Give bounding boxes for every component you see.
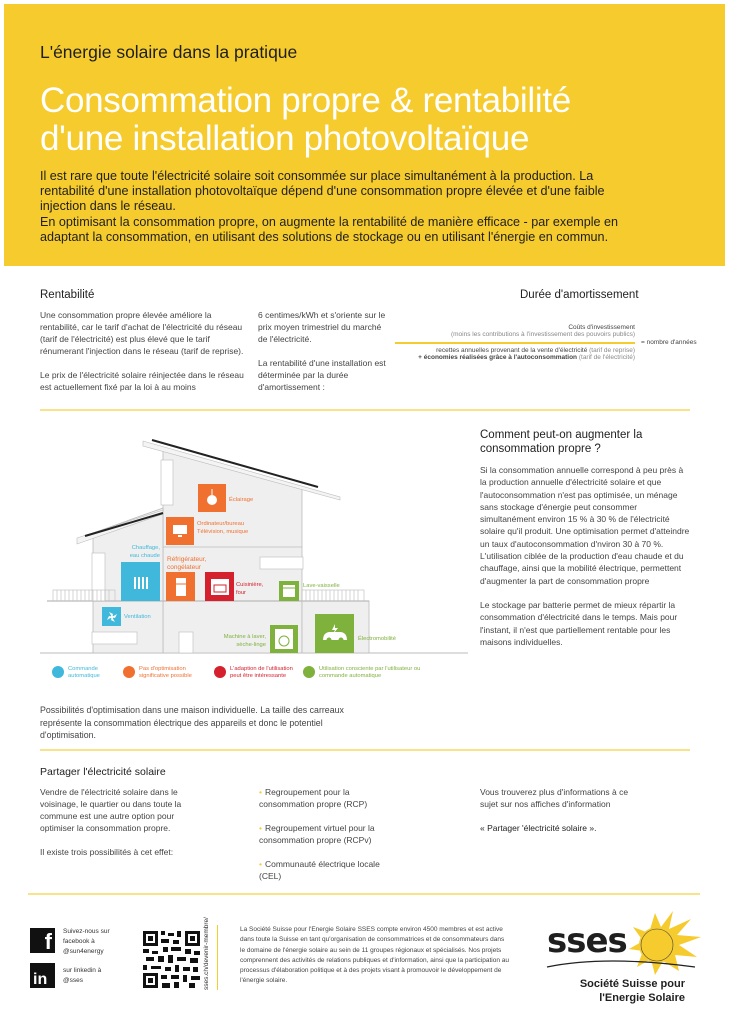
dishwasher-icon (283, 585, 295, 597)
partager-heading: Partager l'électricité solaire (40, 766, 166, 778)
linkedin-text: sur linkedin à @sses (63, 967, 102, 984)
oven-icon (211, 579, 229, 595)
intro-paragraph: En optimisant la consommation propre, on augmente la rentabilité de manière efficace - par exemple en adaptant la consommation, en utilisant des solutions de stockage ou en utilisant l'énergie en commun. (40, 214, 619, 244)
denominator-1-note: (tarif de reprise) (589, 347, 635, 354)
fridge-icon (176, 578, 186, 596)
paragraph: Si la consommation annuelle correspond à peu près à la production annuelle d'électricité solaire et que l'autoconsommation n'est pas optimisée, un ménage sans stockage d'énergie peut consommer simultanément environ 15 % à 30 % de l'électricité solaire qu'il produit. Une optimisation permet d'atteindre un taux d'autoconsommation d'nviron 30 à 70 %. L'utilisation ciblée de la production d'eau chaude et du chauffage, ainsi que la mobilité électrique, permettent d'augmenter la part de consommation propre (480, 465, 690, 586)
bullet-item: • Regroupement virtuel pour la consommation propre (RCPv) (259, 822, 399, 846)
facebook-text: Suivez-nous sur facebook à @sun4energy (63, 928, 110, 955)
page-title (40, 82, 571, 158)
label-ventilation: Ventilation (124, 614, 151, 620)
title-line-2: d'une installation photovoltaïque (40, 119, 530, 158)
legend-item-red: L'adaption de l'utilisation peut être intéressante (214, 666, 293, 680)
kicker: L'énergie solaire dans la pratique (40, 42, 298, 62)
lighting-tile (198, 484, 226, 512)
title-line-1: Consommation propre & rentabilité (40, 81, 571, 120)
paragraph: Une consommation propre élevée améliore la rentabilité, car le tarif d'achat de l'électricité du réseau (tarif de l'électricité) est plus élevé que le tarif rénumerant l'injection dans le réseau (tarif de reprise). (40, 310, 244, 356)
legend-item-green: Utilisation consciente par l'utilisateur ou commande automatique (303, 666, 420, 680)
logo-tagline: Société Suisse pour l'Energie Solaire (579, 978, 685, 1004)
numerator-note: (moins les contributions à l'investissement des pouvoirs publics) (450, 331, 635, 338)
paragraph: Le prix de l'électricité solaire réinjectée dans le réseau est actuellement fixé par la loi à au moins (40, 370, 244, 392)
house-caption: Possibilités d'optimisation dans une maison individuelle. La taille des carreaux représente la consommation électrique des appareils et donc le potentiel d'optimisation. (40, 705, 344, 740)
radiator-icon (134, 575, 148, 589)
divider (40, 749, 690, 751)
divider (217, 925, 218, 990)
ventilation-tile (102, 607, 121, 626)
augmenter-heading: Comment peut-on augmenter la consommation propre ? (480, 429, 643, 455)
e-mobility-tile (315, 614, 354, 653)
amortissement-heading: Durée d'amortissement (520, 289, 639, 301)
paragraph: 6 centimes/kWh et s'oriente sur le prix moyen trimestriel du marché de l'électricité. (258, 310, 386, 344)
partager-col3 (480, 786, 640, 834)
bullet-item: • Regroupement pour la consommation propre (RCP) (259, 786, 399, 810)
dishwasher-tile (279, 581, 299, 601)
divider (40, 409, 690, 411)
label-machine-laver: Machine à laver, sèche-linge (223, 634, 266, 648)
denominator-1: recettes annuelles provenant de la vente d'électricité (436, 347, 588, 354)
fridge-tile (166, 572, 195, 601)
house-illustration (0, 420, 470, 660)
stove-tile (205, 572, 234, 601)
augmenter-text (480, 464, 690, 648)
fraction-line (395, 339, 697, 346)
qr-code[interactable] (143, 931, 200, 988)
intro-text (40, 169, 620, 245)
about-text: La Société Suisse pour l'Energie Solaire SSES compte environ 4500 membres et est active dans toute la Suisse en tant qu'organisation de consommatrices et de consommateurs dans le domaine de l'énergie solaire au sein de 11 groupes régionaux et spécialisés. Nos projets comprennent des activités de relations publiques et d'information, ainsi que la participation au processus d'élaboration politique et à des projets visant à promouvoir le développement de l'énergie solaire. (240, 926, 509, 985)
rentabilite-col1 (40, 309, 245, 393)
logo-wordmark: sses (547, 921, 627, 961)
monitor-icon (172, 524, 188, 538)
red-dot-icon (214, 666, 226, 678)
label-electromobilite: Électromobilité (358, 636, 397, 642)
paragraph: La rentabilité d'une installation est déterminée par la durée d'amortissement : (258, 358, 386, 392)
rentabilite-col2 (258, 309, 393, 393)
paragraph: Vous trouverez plus d'informations à ce sujet sur nos affiches d'information (480, 787, 629, 809)
label-refrigerateur: Réfrigérateur, congélateur (167, 556, 207, 571)
sses-logo[interactable] (545, 905, 705, 1005)
lightbulb-icon (205, 489, 219, 507)
label-cuisiniere: Cuisinière, four (236, 582, 264, 596)
paragraph: Il existe trois possibilités à cet effet: (40, 847, 174, 857)
green-dot-icon (303, 666, 315, 678)
amortissement-formula (395, 324, 705, 361)
partager-bullets (259, 786, 399, 882)
header-banner (4, 4, 725, 266)
equals-label: = nombre d'années (641, 339, 697, 346)
heating-tile (121, 562, 160, 601)
divider (28, 893, 700, 895)
poster-link[interactable]: « Partager 'électricité solaire ». (480, 823, 597, 833)
blue-dot-icon (52, 666, 64, 678)
label-eclairage: Éclairage (229, 497, 254, 503)
label-lave-vaisselle: Lave-vaisselle (303, 583, 340, 589)
legend-item-orange: Pas d'optimisation significative possible (123, 666, 192, 680)
numerator: Coûts d'investissement (568, 324, 635, 331)
bullet-item: • Communauté électrique locale (CEL) (259, 858, 399, 882)
paragraph: Le stockage par batterie permet de mieux répartir la consommation d'électricité dans le temps. Mais pour l'instant, il n'est que partiellement rentable pour les maisons individuelles. (480, 599, 678, 647)
denominator-2: + économies réalisées grâce à l'autoconsommation (418, 354, 578, 361)
denominator-2-note: (tarif de l'électricité) (578, 354, 635, 361)
linkedin-icon[interactable]: in (30, 963, 55, 988)
electric-car-icon (321, 624, 349, 644)
computer-tile (166, 517, 194, 545)
partager-col1 (40, 786, 200, 858)
orange-dot-icon (123, 666, 135, 678)
fan-icon (106, 611, 118, 623)
intro-paragraph: Il est rare que toute l'électricité solaire soit consommée sur place simultanément à la production. La rentabilité d'une installation photovoltaïque dépend d'une consommation propre élevée et d'une faible injection dans le réseau. (40, 169, 605, 214)
washing-machine-icon (275, 629, 293, 649)
label-chauffage: Chauffage, eau chaude (129, 545, 160, 559)
rentabilite-heading: Rentabilité (40, 289, 95, 301)
facebook-icon[interactable]: f (30, 928, 55, 953)
washing-machine-tile (270, 625, 298, 653)
qr-url[interactable]: sses.ch/devenir-membre/ (203, 917, 210, 990)
paragraph: Vendre de l'électricité solaire dans le voisinage, le quartier ou dans toute la commune est une autre option pour optimiser la consommation propre. (40, 787, 182, 833)
legend-item-blue: Commande automatique (52, 666, 100, 680)
label-ordinateur: Ordinateur/bureau Télévision, musique (197, 521, 249, 535)
